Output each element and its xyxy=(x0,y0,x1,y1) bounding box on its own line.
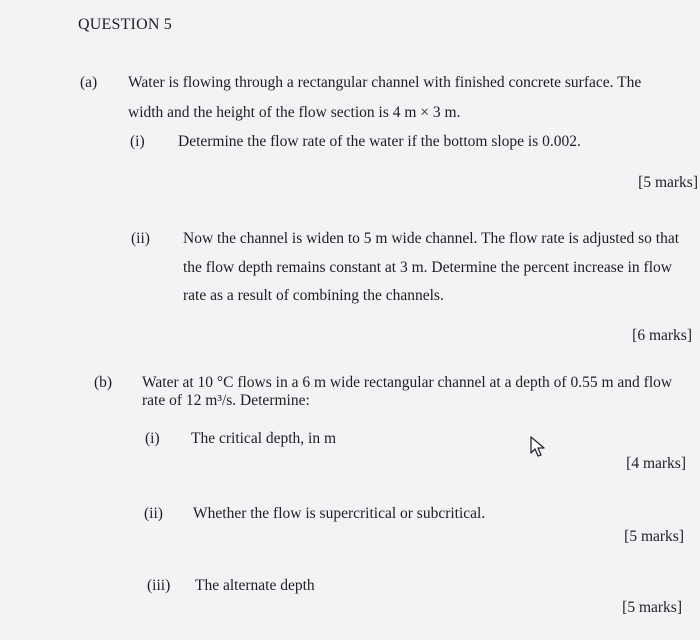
part-b-i-text: The critical depth, in m xyxy=(191,430,337,447)
part-a-ii-label: (ii) xyxy=(131,230,150,247)
part-b-iii-label: (iii) xyxy=(147,577,171,594)
part-b-label: (b) xyxy=(94,374,113,391)
part-a-i-marks: [5 marks] xyxy=(638,174,698,191)
part-b-iii-marks: [5 marks] xyxy=(622,599,682,616)
part-a-i-text: Determine the flow rate of the water if the bottom slope is 0.002. xyxy=(178,133,581,150)
part-a-ii-text-line1: Now the channel is widen to 5 m wide channel. The flow rate is adjusted so that xyxy=(183,230,680,247)
part-b-text-line2: rate of 12 m³/s. Determine: xyxy=(142,392,310,409)
part-b-iii-text: The alternate depth xyxy=(195,577,315,594)
part-b-i-label: (i) xyxy=(145,430,160,447)
part-a-text-line2: width and the height of the flow section is 4 m × 3 m. xyxy=(128,104,461,121)
question-title: QUESTION 5 xyxy=(78,16,172,33)
part-a-ii-marks: [6 marks] xyxy=(632,327,692,344)
part-b-ii-text: Whether the flow is supercritical or subcritical. xyxy=(193,505,486,522)
part-b-ii-label: (ii) xyxy=(144,505,163,522)
part-a-i-label: (i) xyxy=(130,133,145,150)
part-a-label: (a) xyxy=(80,74,98,91)
part-b-ii-marks: [5 marks] xyxy=(624,528,684,545)
part-b-i-marks: [4 marks] xyxy=(626,455,686,472)
mouse-pointer-icon xyxy=(529,436,547,458)
part-b-text-line1: Water at 10 °C flows in a 6 m wide rectangular channel at a depth of 0.55 m and flow xyxy=(142,374,673,391)
part-a-ii-text-line3: rate as a result of combining the channels. xyxy=(183,287,444,304)
part-a-ii-text-line2: the flow depth remains constant at 3 m. Determine the percent increase in flow xyxy=(183,259,672,276)
part-a-text-line1: Water is flowing through a rectangular channel with finished concrete surface. The xyxy=(128,74,642,91)
